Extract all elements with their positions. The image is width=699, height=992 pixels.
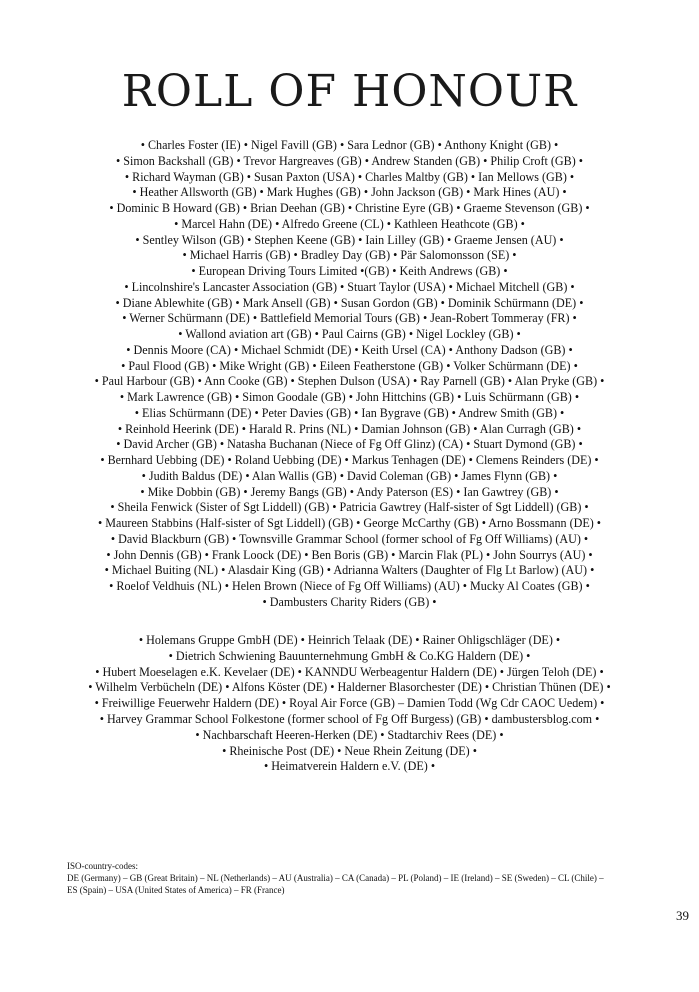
name-line: • European Driving Tours Limited •(GB) • Keith Andrews (GB) • — [191, 264, 508, 278]
name-line: • Diane Ablewhite (GB) • Mark Ansell (GB) • Susan Gordon (GB) • Dominik Schürmann (DE) • — [115, 295, 584, 310]
page-title: ROLL OF HONOUR — [121, 66, 578, 117]
name-line: • Richard Wayman (GB) • Susan Paxton (USA) • Charles Maltby (GB) • Ian Mellows (GB) • — [124, 169, 575, 184]
supporters-list — [40, 633, 659, 775]
name-line: • Michael Buiting (NL) • Alasdair King (GB) • Adrianna Walters (Daughter of Flg Lt Barlow) (AU) • — [104, 563, 595, 578]
supporter-line: • Rheinische Post (DE) • Neue Rhein Zeitung (DE) • — [222, 743, 477, 758]
name-line: • Wallond aviation art (GB) • Paul Cairns (GB) • Nigel Lockley (GB) • — [178, 327, 521, 341]
name-line: • Simon Backshall (GB) • Trevor Hargreaves (GB) • Andrew Standen (GB) • Philip Croft (GB) • — [115, 153, 584, 168]
name-line: • Paul Harbour (GB) • Ann Cooke (GB) • Stephen Dulson (USA) • Ray Parnell (GB) • Alan Pryke (GB) • — [94, 374, 605, 389]
name-line: • Bernhard Uebbing (DE) • Roland Uebbing (DE) • Markus Tenhagen (DE) • Clemens Reinders (DE) • — [100, 453, 599, 467]
name-line: • Mark Lawrence (GB) • Simon Goodale (GB) • John Hittchins (GB) • Luis Schürmann (GB) • — [119, 390, 580, 404]
country-codes-line: ES (Spain) – USA (United States of America) – FR (France) — [67, 885, 285, 895]
name-line: • Mike Dobbin (GB) • Jeremy Bangs (GB) • Andy Paterson (ES) • Ian Gawtrey (GB) • — [140, 484, 559, 499]
name-line: • Judith Baldus (DE) • Alan Wallis (GB) • David Coleman (GB) • James Flynn (GB) • — [141, 468, 558, 483]
name-line: • Dennis Moore (CA) • Michael Schmidt (DE) • Keith Ursel (CA) • Anthony Dadson (GB) • — [126, 342, 573, 357]
page-number: 39 — [676, 908, 689, 923]
country-codes-legend — [67, 860, 642, 896]
name-line: • Werner Schürmann (DE) • Battlefield Memorial Tours (GB) • Jean-Robert Tommeray (FR) • — [122, 311, 577, 326]
name-line: • John Dennis (GB) • Frank Loock (DE) • Ben Boris (GB) • Marcin Flak (PL) • John Sourrys (AU) • — [106, 547, 593, 562]
supporter-line: • Heimatverein Haldern e.V. (DE) • — [263, 759, 436, 774]
supporter-line: • Wilhelm Verbücheln (DE) • Alfons Köster (DE) • Halderner Blasorchester (DE) • Christian Thünen (DE) • — [88, 680, 611, 695]
name-line: • Marcel Hahn (DE) • Alfredo Greene (CL) • Kathleen Heathcote (GB) • — [174, 216, 525, 231]
name-line: • David Blackburn (GB) • Townsville Grammar School (former school of Fg Off Williams) (AU) • — [110, 531, 589, 546]
country-codes-line: DE (Germany) – GB (Great Britain) – NL (Netherlands) – AU (Australia) – CA (Canada) – PL (Poland) – IE (Ireland) – SE (Sweden) – CL (Chile) – — [67, 873, 604, 883]
name-line: • Michael Harris (GB) • Bradley Day (GB) • Pär Salomonsson (SE) • — [182, 248, 517, 263]
name-line: • Sheila Fenwick (Sister of Sgt Liddell) (GB) • Patricia Gawtrey (Half-sister of Sgt Liddell) (GB) • — [110, 500, 589, 515]
name-line: • Dambusters Charity Riders (GB) • — [262, 594, 437, 609]
name-line: • Maureen Stabbins (Half-sister of Sgt Liddell) (GB) • George McCarthy (GB) • Arno Bossmann (DE) • — [97, 516, 602, 530]
supporter-line: • Harvey Grammar School Folkestone (former school of Fg Off Burgess) (GB) • dambustersblog.com • — [99, 711, 600, 726]
name-line: • Sentley Wilson (GB) • Stephen Keene (GB) • Iain Lilley (GB) • Graeme Jensen (AU) • — [135, 232, 564, 247]
supporter-line: • Holemans Gruppe GmbH (DE) • Heinrich Telaak (DE) • Rainer Ohligschläger (DE) • — [138, 633, 561, 647]
name-line: • David Archer (GB) • Natasha Buchanan (Niece of Fg Off Glinz) (CA) • Stuart Dymond (GB) • — [116, 437, 583, 452]
supporter-line: • Hubert Moeselagen e.K. Kevelaer (DE) • KANNDU Werbeagentur Haldern (DE) • Jürgen Teloh (DE) • — [95, 664, 604, 679]
supporter-line: • Nachbarschaft Heeren-Herken (DE) • Stadtarchiv Rees (DE) • — [195, 727, 504, 742]
name-line: • Reinhold Heerink (DE) • Harald R. Prins (NL) • Damian Johnson (GB) • Alan Curragh (GB) • — [117, 421, 582, 436]
name-line: • Dominic B Howard (GB) • Brian Deehan (GB) • Christine Eyre (GB) • Graeme Stevenson (GB) • — [109, 201, 590, 215]
name-line: • Elias Schürmann (DE) • Peter Davies (GB) • Ian Bygrave (GB) • Andrew Smith (GB) • — [134, 405, 565, 420]
supporter-line: • Dietrich Schwiening Bauunternehmung GmbH & Co.KG Haldern (DE) • — [168, 648, 531, 663]
name-line: • Heather Allsworth (GB) • Mark Hughes (GB) • John Jackson (GB) • Mark Hines (AU) • — [132, 185, 567, 200]
name-line: • Lincolnshire's Lancaster Association (GB) • Stuart Taylor (USA) • Michael Mitchell (GB) • — [124, 279, 575, 294]
name-line: • Paul Flood (GB) • Mike Wright (GB) • Eileen Featherstone (GB) • Volker Schürmann (DE) • — [121, 358, 578, 373]
country-codes-heading: ISO-country-codes: — [67, 861, 138, 871]
name-line: • Roelof Veldhuis (NL) • Helen Brown (Niece of Fg Off Williams) (AU) • Mucky Al Coates (GB) • — [109, 579, 590, 593]
name-line: • Charles Foster (IE) • Nigel Favill (GB) • Sara Lednor (GB) • Anthony Knight (GB) • — [140, 138, 559, 152]
supporter-line: • Freiwillige Feuerwehr Haldern (DE) • Royal Air Force (GB) – Damien Todd (Wg Cdr CAOC Uedem) • — [94, 696, 605, 711]
roll-of-honour-names — [40, 138, 659, 611]
